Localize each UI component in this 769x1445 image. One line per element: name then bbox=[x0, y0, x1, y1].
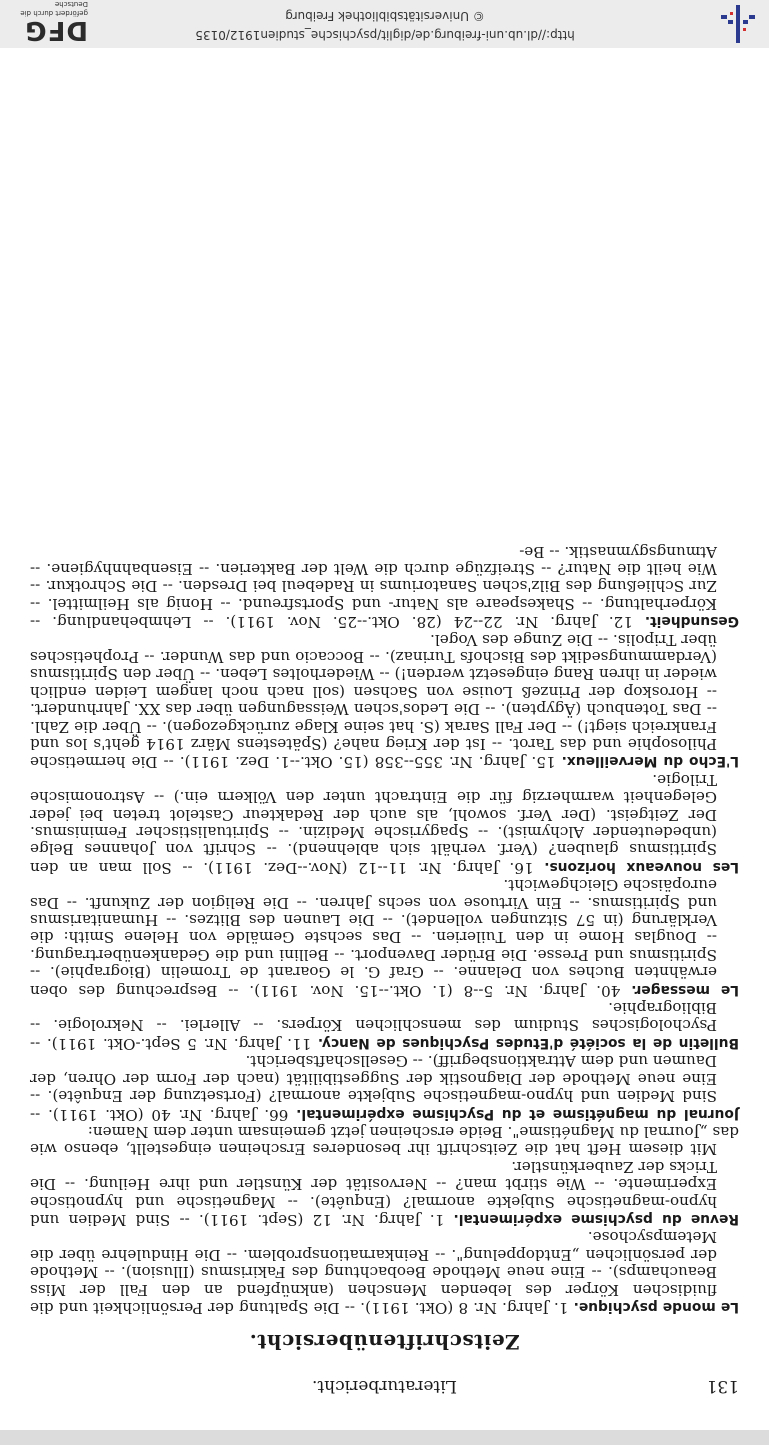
journal-contents: 16. Jahrg. Nr. 11--12 (Nov.--Dez. 1911). -- Soll man an den Spiritismus glauben? (Verf. verhält sich ablehnend). -- Schrift von Johannes Belge (unbedeutender Alchymist). -- Spagyrische Medizin. -- Spiritualistischer Feminismus. Der Zeitgeist. (Der Verf. sowohl, als auch der Redakteur Castelot treten bei jeder Gelegenheit warmherzig für die Eintracht unter den Völkern ein.) -- Astronomische Trilogie. bbox=[29, 770, 717, 877]
journal-name: Gesundheit. bbox=[644, 613, 739, 630]
journal-entry bbox=[30, 1228, 739, 1316]
journal-contents: 15. Jahrg. Nr. 355--358 (15. Okt.--1. Dez. 1911). -- Die hermetische Philosophie und das Tarot. -- Ist der Krieg nahe? (Spätestens März 1914 geht's los und Frankreich siegt!) -- Der Fall Sarak (S. hat seine Klage zurückgezogen). -- Über die Zahl. -- Das Totenbuch (Ägypten). -- Die Ledos'schen Weissagungen über das XX. Jahrhundert. -- Horoskop der Prinzeß Louise von Sachsen (soll nach noch langem Leiden endlich wieder in ihren Rang eingesetzt werden!) -- Wiederholtes Leben. -- Über den Spiritismus (Verdammungsedikt des Bischofs Turinaz). -- Boccacio und das Wunder. -- Prophetisches über Tripolis. -- Die Zunge des Vogel. bbox=[30, 630, 717, 772]
scanned-page bbox=[0, 48, 769, 1430]
source-url-link[interactable]: http://dl.ub.uni-freiburg.de/diglit/psychische_studien1912/0135 bbox=[195, 28, 575, 42]
page-number: 131 bbox=[706, 1376, 739, 1396]
journal-contents: 66. Jahrg. Nr. 40 (Okt. 1911). -- Sind Medien und hypno-magnetische Subjekte anormal? (Fortsetzung der Enquête). -- Eine neue Methode der Diagnostik der Suggestibilität (nach der Form der Ohren, der Daumen und dem Attraktionsbegriff). -- Gesellschaftsbericht. bbox=[30, 1052, 717, 1124]
journal-name: L'Echo du Merveilleux. bbox=[561, 753, 739, 770]
journal-entry bbox=[30, 1052, 739, 1123]
journal-entry bbox=[30, 770, 739, 875]
note-text: Mit diesem Heft hat die Zeitschrift ihr besonderes Erscheinen eingestellt, ebenso wie das „Journal du Magnétisme". Beide erscheinen jetzt gemeinsam unter dem Namen: bbox=[30, 1122, 739, 1159]
note-paragraph bbox=[30, 1123, 739, 1158]
journal-name: Journal du magnétisme et du Psychisme expérimental. bbox=[296, 1105, 739, 1122]
viewer-banner bbox=[0, 0, 769, 48]
journal-contents: 40. Jahrg. Nr. 5--8 (1. Okt.--15. Nov. 1911). -- Besprechung des oben erwähnten Buches von Delanne. -- Graf G. le Goarant de Tromelin (Biographie). -- Spiritismus und Presse. Die Brüder Davenport. -- Bellini und die Gedankenübertragung. -- Douglas Home in den Tuilerien. -- Das sechste Gemälde von Helene Smith: die Verklärung (in 57 Sitzungen vollendet). -- Die Launen des Blitzes. -- Humanitarismus und Spiritismus. -- Ein Virtuose von sechs Jahren. -- Die Religion der Zukunft. -- Das europäische Gleichgewicht. bbox=[30, 876, 717, 1000]
journal-name: Le monde psychique. bbox=[573, 1299, 739, 1315]
journal-contents: 11. Jahrg. Nr. 5 Sept.-Okt. 1911). -- Psychologisches Studium des menschlichen Körpers. -- Allerlei. -- Nekrologie. -- Bibliographie. bbox=[29, 999, 717, 1053]
journal-contents: 1. Jahrg. Nr. 12 (Sept. 1911). -- Sind Medien und hypno-magnetische Subjekte anormal? (Enquête). -- Magnetische und hypnotische Experimente. -- Wie stirbt man? -- Nervosität der Künstler und ihre Heilung. -- Die Tricks der Zauberkünstler. bbox=[30, 1157, 717, 1229]
journal-name: Le messager. bbox=[631, 981, 739, 998]
section-title: Zeitschriftenübersicht. bbox=[249, 1330, 520, 1354]
running-head-title: Literaturbericht. bbox=[312, 1376, 457, 1396]
journal-name: Bulletin de la société d'Etudes Psychiques de Nancy. bbox=[317, 1034, 739, 1051]
journal-entry bbox=[30, 1157, 739, 1228]
dfg-logo-subtitle-2: Deutsche bbox=[54, 0, 88, 8]
journal-contents: 1. Jahrg. Nr. 8 (Okt. 1911). -- Die Spaltung der Persönlichkeit und die fluidischen Körper des lebenden Menschen (anknüpfend an den Fall der Miss Beauchamps). -- Eine neue Methode Beobachtung des Fakirismus (Illusion). -- Methode der persönlichen „Entdoppelung". -- Reinkarnationsproblem. -- Die Hindulehre über die Metempsychose. bbox=[30, 1228, 717, 1317]
running-head bbox=[30, 1372, 739, 1396]
journal-entry bbox=[30, 999, 739, 1052]
journal-entry bbox=[30, 542, 739, 630]
dfg-logo-subtitle: gefördert durch die bbox=[20, 9, 88, 17]
journal-name: Revue du psychisme expérimental. bbox=[453, 1210, 739, 1227]
dfg-logo[interactable] bbox=[14, 0, 88, 45]
journal-contents: 12. Jahrg. Nr. 22--24 (28. Okt.--25. Nov. 1911). -- Lehmbehandlung. -- Körperhaltung. -- Shakespeare als Natur- und Sportsfreund. -- Honig als Heilmittel. -- Zur Schließung des Bilz'schen Sanatoriums in Radebeul bei Dresden. -- Die Schrotkur. -- Wie heilt die Natur? -- Streifzüge durch die Welt der Bakterien. -- Eisenbahnhygiene. -- Atmungsgymnastik. -- Be- bbox=[30, 542, 717, 632]
viewer-bottom-strip bbox=[0, 1430, 769, 1445]
journal-name: Les nouveaux horizons. bbox=[544, 858, 739, 875]
copyright-notice: © Universitätsbibliothek Freiburg bbox=[285, 9, 485, 23]
university-library-logo-icon[interactable] bbox=[716, 2, 760, 46]
journal-entry bbox=[30, 876, 739, 999]
journal-entry bbox=[30, 630, 739, 770]
banner-text bbox=[150, 0, 620, 48]
dfg-logo-mark: DFG bbox=[24, 15, 88, 45]
